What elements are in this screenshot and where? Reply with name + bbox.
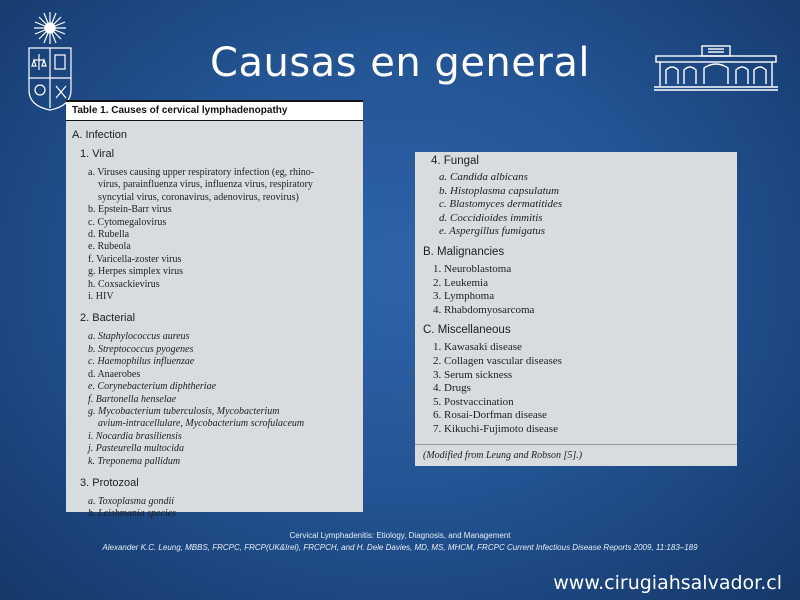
list-item: virus, parainfluenza virus, influenza virus, respiratory bbox=[98, 179, 313, 191]
list-item: syncytial virus, coronavirus, adenovirus, reovirus) bbox=[98, 191, 299, 203]
list-item: g. Herpes simplex virus bbox=[88, 266, 183, 278]
list-item: 7. Kikuchi-Fujimoto disease bbox=[433, 422, 558, 435]
list-item: 5. Postvaccination bbox=[433, 395, 514, 408]
list-item: j. Pasteurella multocida bbox=[88, 443, 185, 455]
list-item: 1. Neuroblastoma bbox=[433, 262, 512, 275]
list-item: 1. Kawasaki disease bbox=[433, 341, 522, 354]
list-item: 3. Lymphoma bbox=[433, 290, 495, 303]
causes-table-right bbox=[415, 152, 737, 466]
list-item: d. Rubella bbox=[88, 229, 130, 241]
malignancies-header: B. Malignancies bbox=[423, 245, 505, 258]
list-item: b. Streptococcus pyogenes bbox=[88, 343, 194, 355]
table-footnote: (Modified from Leung and Robson [5].) bbox=[415, 444, 737, 466]
list-item: e. Aspergillus fumigatus bbox=[439, 225, 546, 238]
citation-authors: Alexander K.C. Leung, MBBS, FRCPC, FRCP(UK&Irel), FRCPCH, and H. Dele Davies, MD, MS, MHCM, FRCPC Current Infectious Disease Reports 2009, 11:183–189 bbox=[102, 543, 698, 552]
list-item: c. Cytomegalovirus bbox=[88, 216, 167, 228]
list-item: c. Haemophilus influenzae bbox=[88, 356, 195, 368]
list-item: d. Coccidioides immitis bbox=[439, 211, 543, 224]
list-item: 2. Leukemia bbox=[433, 276, 488, 289]
citation-title: Cervical Lymphadenitis: Etiology, Diagnosis, and Management bbox=[289, 531, 511, 540]
list-item: f. Bartonella henselae bbox=[88, 393, 177, 405]
list-item: k. Treponema pallidum bbox=[88, 455, 181, 467]
list-item: 4. Rhabdomyosarcoma bbox=[433, 303, 535, 316]
list-item: b. Leishmania species bbox=[88, 508, 177, 520]
bacterial-header: 2. Bacterial bbox=[80, 312, 136, 325]
list-item: i. HIV bbox=[88, 291, 114, 303]
list-item: b. Epstein-Barr virus bbox=[88, 204, 172, 216]
viral-header: 1. Viral bbox=[80, 148, 115, 160]
list-item: 3. Serum sickness bbox=[433, 368, 513, 381]
list-item: e. Corynebacterium diphtheriae bbox=[88, 381, 217, 393]
list-item: f. Varicella-zoster virus bbox=[88, 253, 182, 265]
list-item: avium-intracellulare, Mycobacterium scrofulaceum bbox=[98, 418, 305, 430]
list-item: e. Rubeola bbox=[88, 241, 131, 253]
fungal-header: 4. Fungal bbox=[431, 155, 479, 167]
list-item: a. Viruses causing upper respiratory infection (eg, rhino- bbox=[88, 167, 315, 178]
list-item: a. Staphylococcus aureus bbox=[88, 331, 190, 343]
list-item: 6. Rosai-Dorfman disease bbox=[433, 409, 547, 422]
causes-table-left bbox=[66, 100, 363, 520]
list-item: 4. Drugs bbox=[433, 382, 471, 395]
table-caption: Table 1. Causes of cervical lymphadenopathy bbox=[66, 100, 363, 121]
protozoal-header: 3. Protozoal bbox=[80, 476, 139, 489]
section-infection: A. Infection bbox=[72, 129, 128, 141]
list-item: d. Anaerobes bbox=[88, 368, 141, 380]
list-item: a. Toxoplasma gondii bbox=[88, 495, 175, 507]
list-item: c. Blastomyces dermatitides bbox=[439, 198, 563, 211]
list-item: i. Nocardia brasiliensis bbox=[88, 430, 182, 442]
misc-header: C. Miscellaneous bbox=[423, 324, 511, 337]
list-item: 2. Collagen vascular diseases bbox=[433, 354, 562, 367]
website-url[interactable]: www.cirugiahsalvador.cl bbox=[553, 572, 782, 594]
list-item: b. Histoplasma capsulatum bbox=[439, 184, 560, 197]
list-item: h. Coxsackievirus bbox=[88, 278, 160, 290]
list-item: g. Mycobacterium tuberculosis, Mycobacterium bbox=[88, 405, 280, 417]
list-item: a. Candida albicans bbox=[439, 171, 528, 183]
slide-title: Causas en general bbox=[210, 40, 590, 86]
